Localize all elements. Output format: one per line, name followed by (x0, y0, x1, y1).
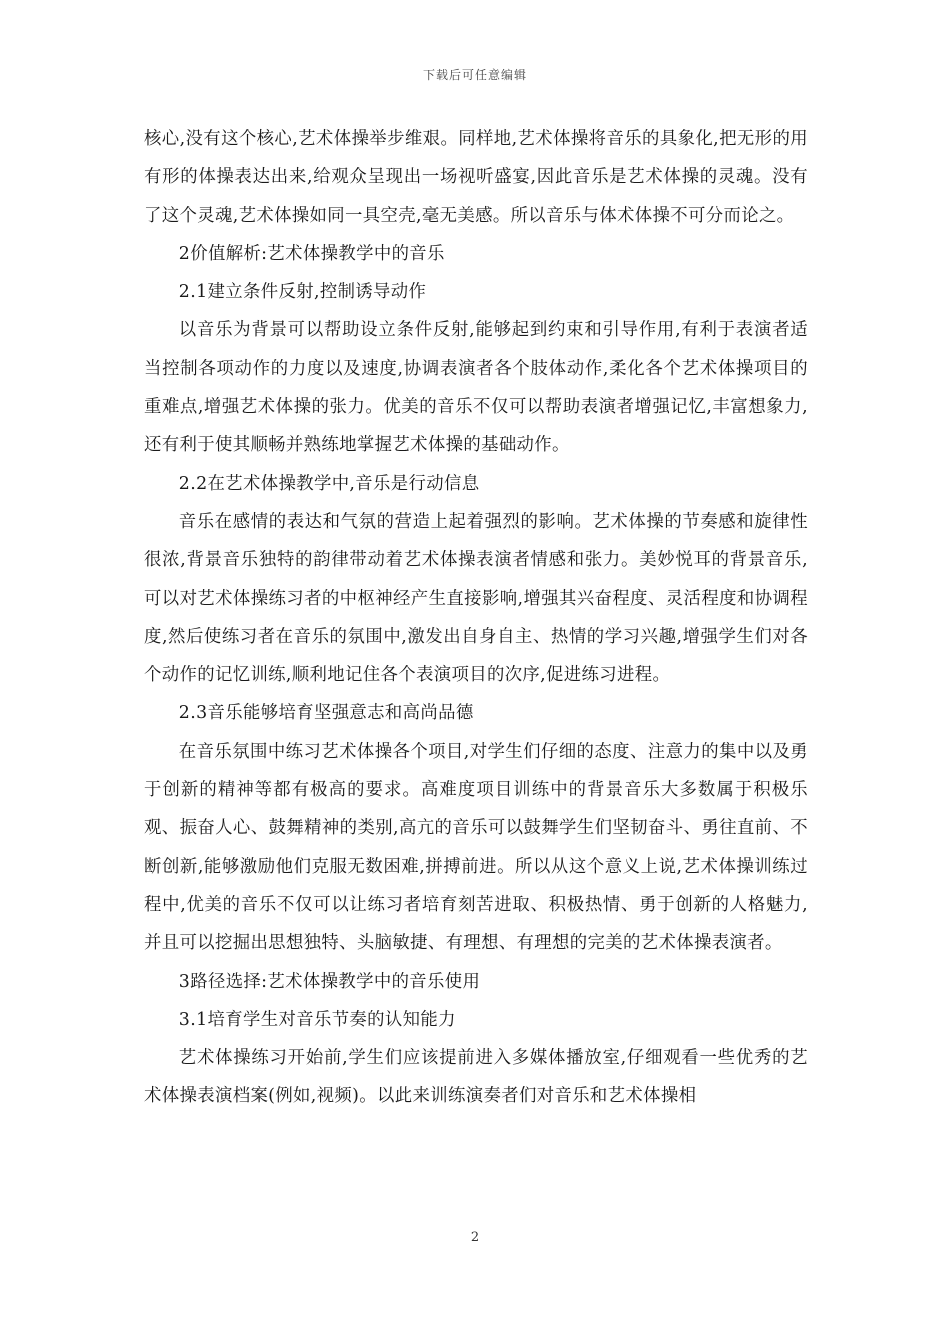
subsection-heading-2-2: 2.2在艺术体操教学中,音乐是行动信息 (178, 473, 480, 494)
paragraph-2-3: 在音乐氛围中练习艺术体操各个项目,对学生们仔细的态度、注意力的集中以及勇于创新的精神等都有极高的要求。高难度项目训练中的背景音乐大多数属于积极乐观、振奋人心、鼓舞精神的类别,高亢的音乐可以鼓舞学生们坚韧奋斗、勇往直前、不断创新,能够激励他们克服无数困难,拼搏前进。所以从这个意义上说,艺术体操训练过程中,优美的音乐不仅可以让练习者培育刻苦进取、积极热情、勇于创新的人格魅力,并且可以挖掘出思想独特、头脑敏捷、有理想、有理想的完美的艺术体操表演者。 (144, 741, 808, 954)
section-heading-3: 3路径选择:艺术体操教学中的音乐使用 (178, 971, 481, 992)
subsection-heading-2-1: 2.1建立条件反射,控制诱导动作 (178, 282, 427, 303)
paragraph-2-1: 以音乐为背景可以帮助设立条件反射,能够起到约束和引导作用,有利于表演者适当控制各项动作的力度以及速度,协调表演者各个肢体动作,柔化各个艺术体操项目的重难点,增强艺术体操的张力。优美的音乐不仅可以帮助表演者增强记忆,丰富想象力,还有利于使其顺畅并熟练地掌握艺术体操的基础动作。 (144, 320, 808, 456)
paragraph-continuation: 核心,没有这个核心,艺术体操举步维艰。同样地,艺术体操将音乐的具象化,把无形的用有形的体操表达出来,给观众呈现出一场视听盛宴,因此音乐是艺术体操的灵魂。没有了这个灵魂,艺术体操如同一具空壳,毫无美感。所以音乐与体术体操不可分而论之。 (144, 129, 808, 226)
document-body (144, 120, 808, 1116)
paragraph-3-1: 艺术体操练习开始前,学生们应该提前进入多媒体播放室,仔细观看一些优秀的艺术体操表演档案(例如,视频)。以此来训练演奏者们对音乐和艺术体操相 (144, 1048, 808, 1107)
subsection-heading-2-3: 2.3音乐能够培育坚强意志和高尚品德 (178, 703, 474, 724)
page-number: 2 (470, 1230, 480, 1245)
paragraph-2-2: 音乐在感情的表达和气氛的营造上起着强烈的影响。艺术体操的节奏感和旋律性很浓,背景音乐独特的韵律带动着艺术体操表演者情感和张力。美妙悦耳的背景音乐,可以对艺术体操练习者的中枢神经产生直接影响,增强其兴奋程度、灵活程度和协调程度,然后使练习者在音乐的氛围中,激发出自身自主、热情的学习兴趣,增强学生们对各个动作的记忆训练,顺利地记住各个表演项目的次序,促进练习进程。 (144, 511, 808, 686)
section-heading-2: 2价值解析:艺术体操教学中的音乐 (178, 243, 445, 264)
subsection-heading-3-1: 3.1培育学生对音乐节奏的认知能力 (178, 1009, 456, 1030)
page-header-note: 下载后可任意编辑 (422, 68, 527, 82)
